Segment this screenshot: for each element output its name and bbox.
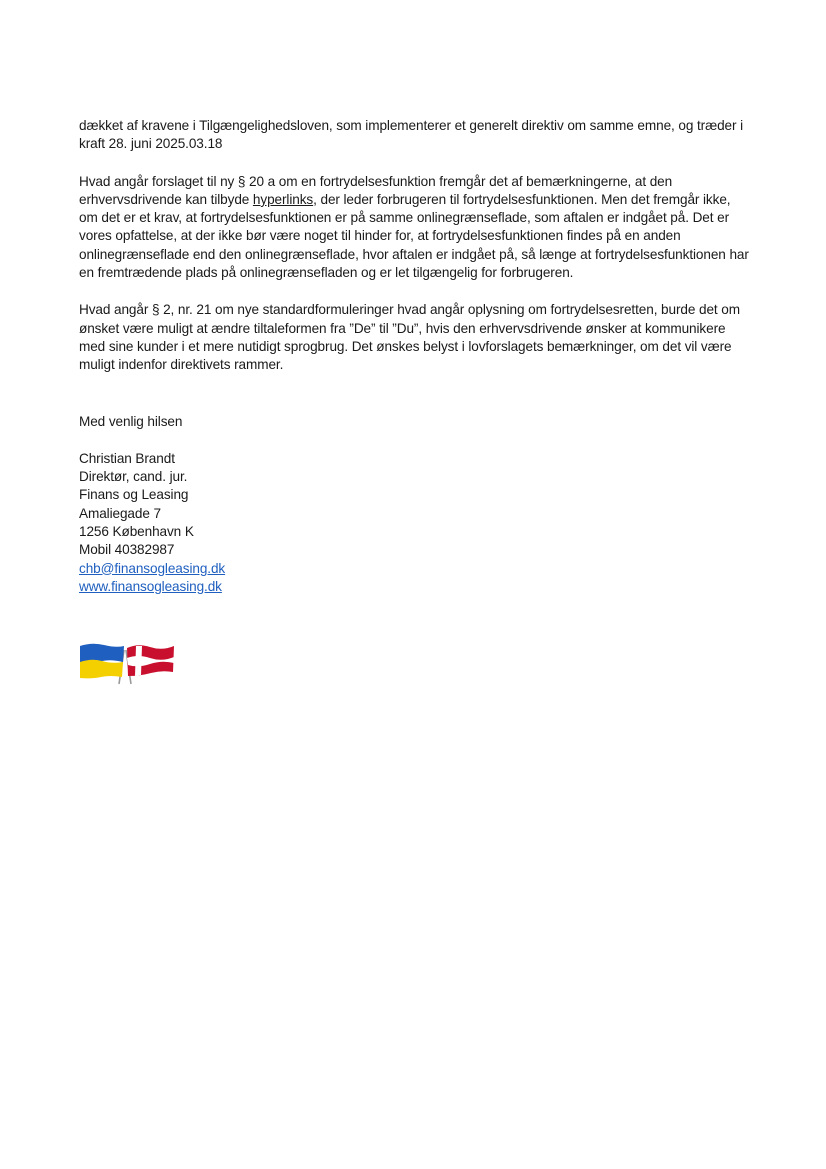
signer-city: 1256 København K (79, 524, 194, 540)
ukraine-flag-icon (80, 644, 124, 679)
signature-block (79, 450, 749, 596)
paragraph-accessibility: dækket af kravene i Tilgængelighedsloven, som implementerer et generelt direktiv om samme emne, og træder i kraft 28. juni 2025.03.18 (79, 118, 744, 152)
letter-body (79, 117, 749, 596)
paragraph-withdrawal-function (79, 173, 749, 283)
crossed-flags-icon (78, 640, 178, 686)
website-link[interactable]: www.finansogleasing.dk (79, 578, 222, 594)
denmark-flag-icon (127, 645, 174, 676)
email-link[interactable]: chb@finansogleasing.dk (79, 560, 226, 576)
signer-name: Christian Brandt (79, 450, 175, 466)
signer-organization: Finans og Leasing (79, 487, 189, 503)
signer-title: Direktør, cand. jur. (79, 469, 188, 485)
closing-greeting: Med venlig hilsen (79, 413, 183, 429)
paragraph-standard-wording: Hvad angår § 2, nr. 21 om nye standardformuleringer hvad angår oplysning om fortrydelsesretten, burde det om ønsket være muligt at ændre tiltaleformen fra ”De” til ”Du”, hvis den erhvervsdrivende ønsker at kommunikere med sine kunder i et mere nutidigt sprogbrug. Det ønskes belyst i lovforslagets bemærkninger, om det vil være muligt indenfor direktivets rammer. (79, 302, 740, 373)
paragraph-text-start: Hvad angår forslaget til ny § 20 a om en fortrydelsesfunktion fremgår det af bemærkningerne, at den erhvervsdrivende kan tilbyde (79, 173, 673, 207)
signer-street: Amaliegade 7 (79, 505, 161, 521)
hyperlinks-link[interactable]: hyperlinks (252, 191, 314, 207)
paragraph-text-end: , der leder forbrugeren til fortrydelsesfunktionen. Men det fremgår ikke, om det er et krav, at fortrydelsesfunktionen er på samme onlinegrænseflade, som aftalen er indgået på. Det er vores opfattelse, at der ikke bør være noget til hinder for, at fortrydelsesfunktionen findes på en anden onlinegrænseflade end den onlinegrænseflade, hvor aftalen er indgået på, så længe at fortrydelsesfunktionen har en fremtrædende plads på onlinegrænsefladen og er let tilgængelig for forbrugeren. (79, 191, 749, 281)
signer-mobile: Mobil 40382987 (79, 542, 175, 558)
crossed-flags-image (78, 640, 178, 686)
